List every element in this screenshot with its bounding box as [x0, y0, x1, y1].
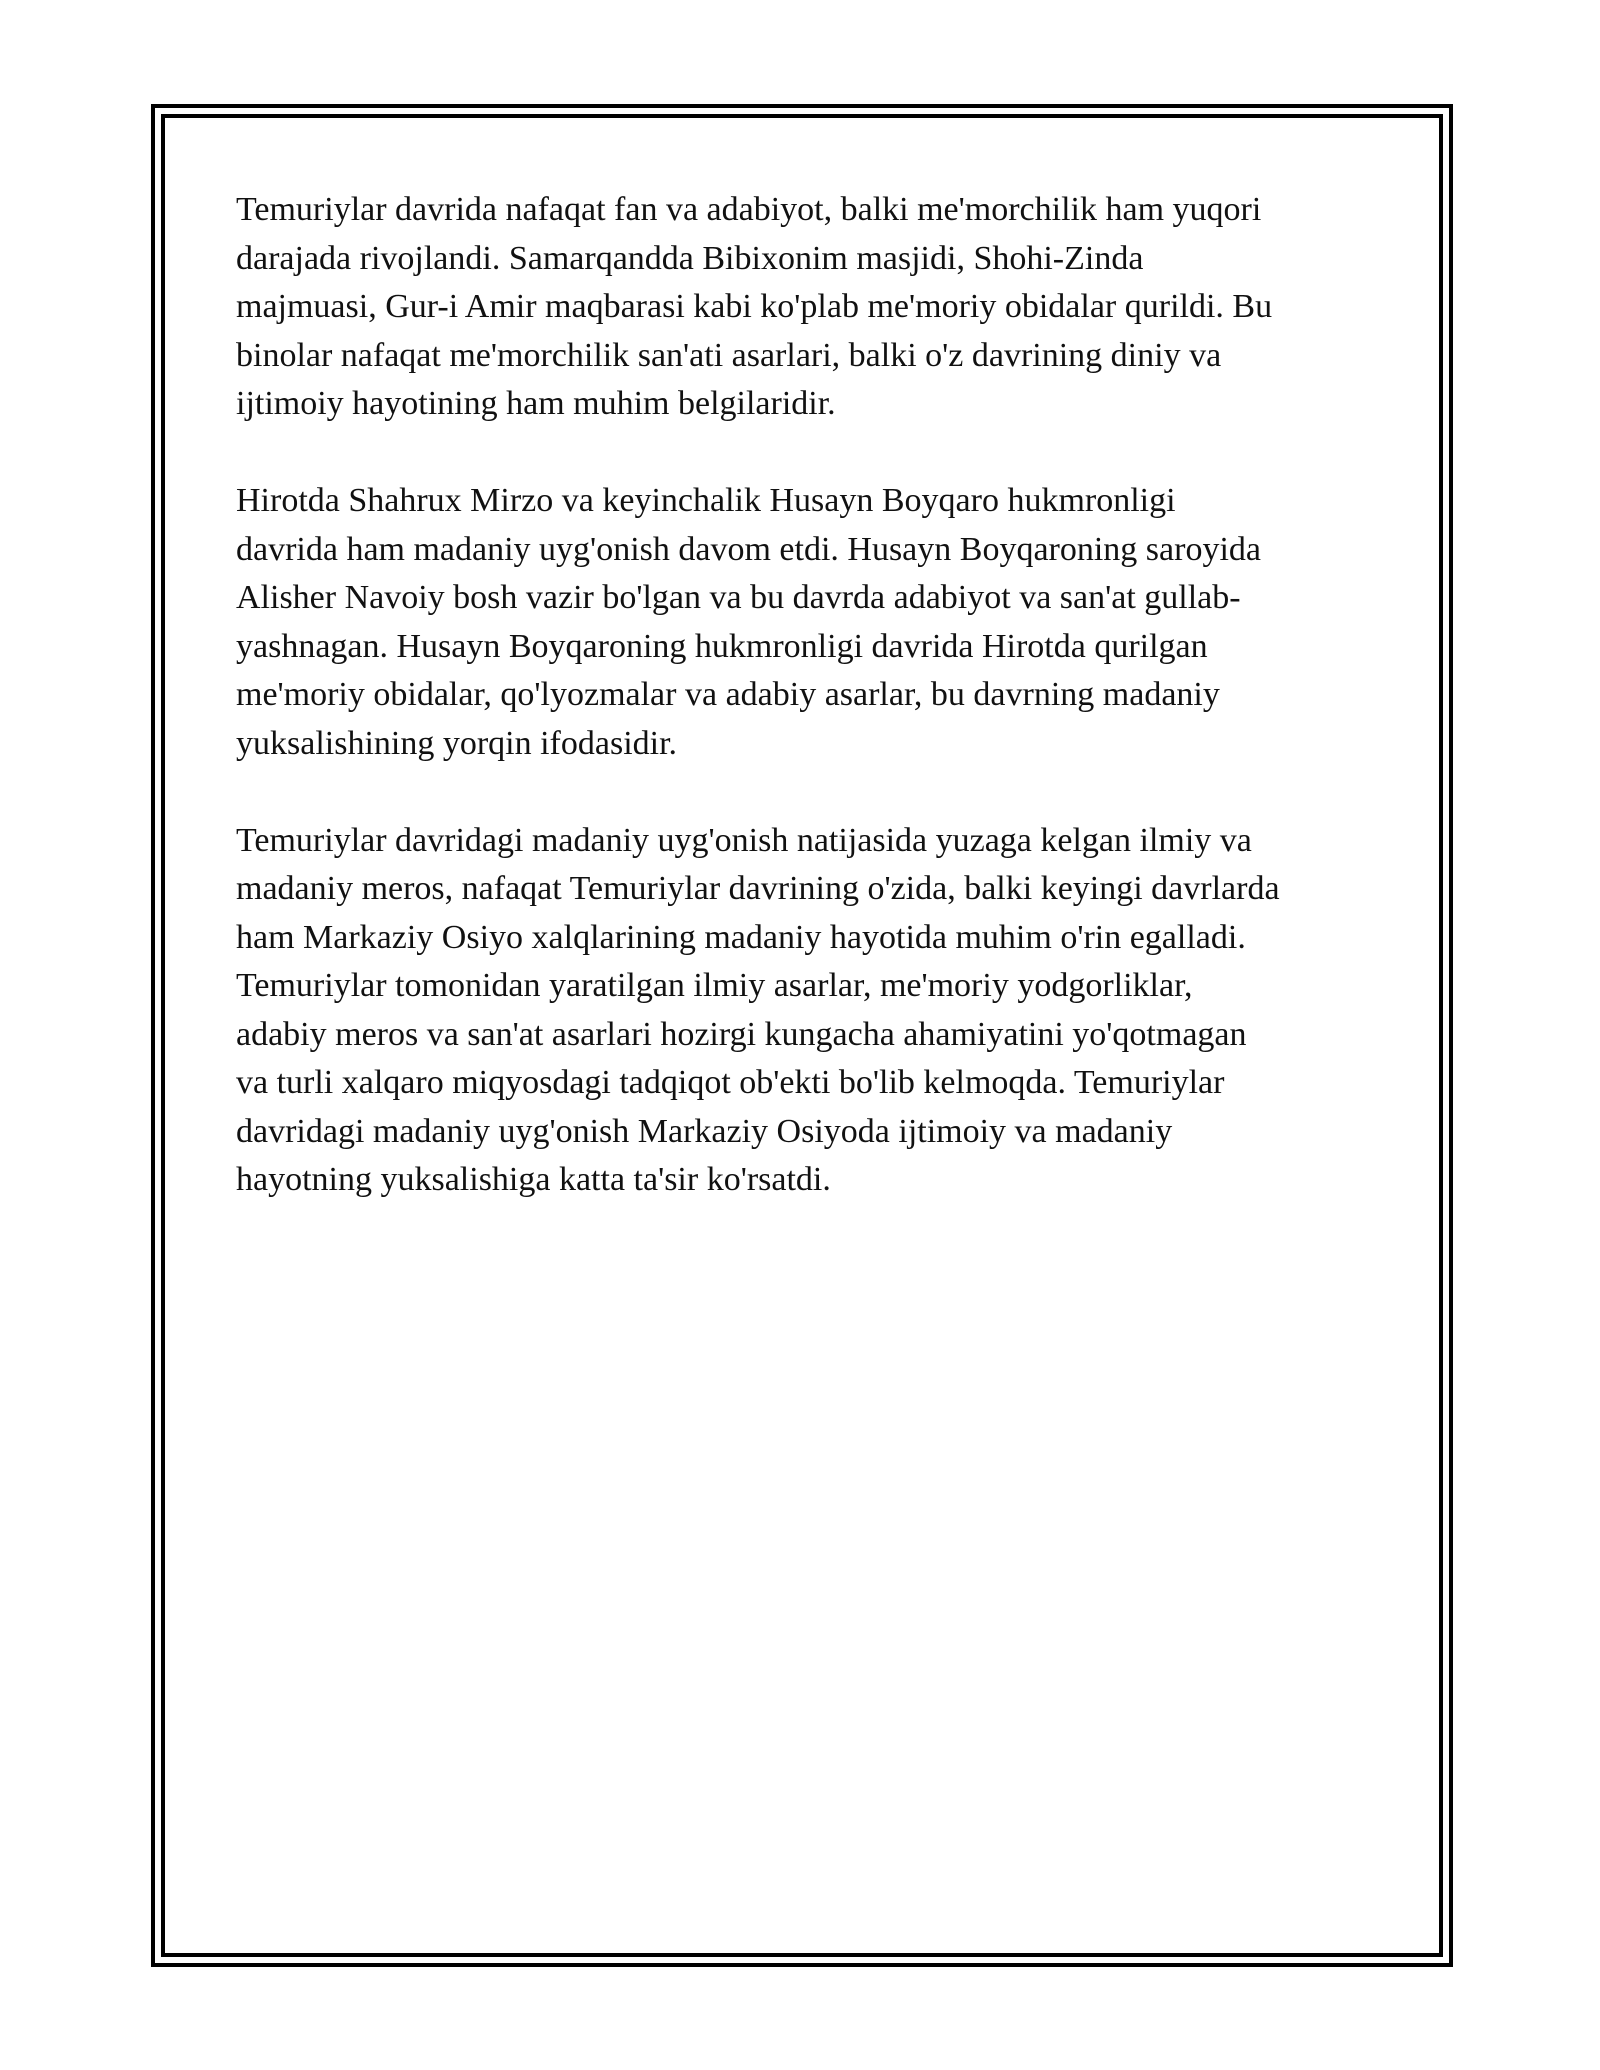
text-line: Alisher Navoiy bosh vazir bo'lgan va bu davrda adabiyot va san'at gullab-: [236, 579, 1241, 616]
text-line: ijtimoiy hayotining ham muhim belgilaridir.: [236, 385, 836, 422]
text-line: Temuriylar tomonidan yaratilgan ilmiy asarlar, me'moriy yodgorliklar,: [236, 967, 1193, 1004]
document-body: [236, 186, 1376, 1253]
text-line: me'moriy obidalar, qo'lyozmalar va adabiy asarlar, bu davrning madaniy: [236, 676, 1220, 713]
text-line: va turli xalqaro miqyosdagi tadqiqot ob'ekti bo'lib kelmoqda. Temuriylar: [236, 1064, 1225, 1101]
text-line: yuksalishining yorqin ifodasidir.: [236, 724, 678, 762]
text-line: majmuasi, Gur-i Amir maqbarasi kabi ko'plab me'moriy obidalar qurildi. Bu: [236, 288, 1273, 325]
text-line: Temuriylar davridagi madaniy uyg'onish natijasida yuzaga kelgan ilmiy va: [236, 821, 1252, 859]
paragraph-3: [236, 817, 1376, 1205]
text-line: Temuriylar davrida nafaqat fan va adabiyot, balki me'morchilik ham yuqori: [236, 191, 1262, 228]
text-line: davrida ham madaniy uyg'onish davom etdi. Husayn Boyqaroning saroyida: [236, 530, 1261, 568]
text-line: adabiy meros va san'at asarlari hozirgi kungacha ahamiyatini yo'qotmagan: [236, 1015, 1247, 1053]
paragraph-1: [236, 186, 1376, 429]
text-line: binolar nafaqat me'morchilik san'ati asarlari, balki o'z davrining diniy va: [236, 336, 1222, 374]
text-line: ham Markaziy Osiyo xalqlarining madaniy hayotida muhim o'rin egalladi.: [236, 918, 1246, 956]
paragraph-2: [236, 477, 1376, 768]
text-line: yashnagan. Husayn Boyqaroning hukmronligi davrida Hirotda qurilgan: [236, 627, 1208, 665]
text-line: madaniy meros, nafaqat Temuriylar davrining o'zida, balki keyingi davrlarda: [236, 870, 1280, 907]
text-line: Hirotda Shahrux Mirzo va keyinchalik Husayn Boyqaro hukmronligi: [236, 482, 1176, 519]
text-line: darajada rivojlandi. Samarqandda Bibixonim masjidi, Shohi-Zinda: [236, 239, 1144, 277]
text-line: hayotning yuksalishiga katta ta'sir ko'rsatdi.: [236, 1161, 831, 1198]
text-line: davridagi madaniy uyg'onish Markaziy Osiyoda ijtimoiy va madaniy: [236, 1112, 1173, 1150]
